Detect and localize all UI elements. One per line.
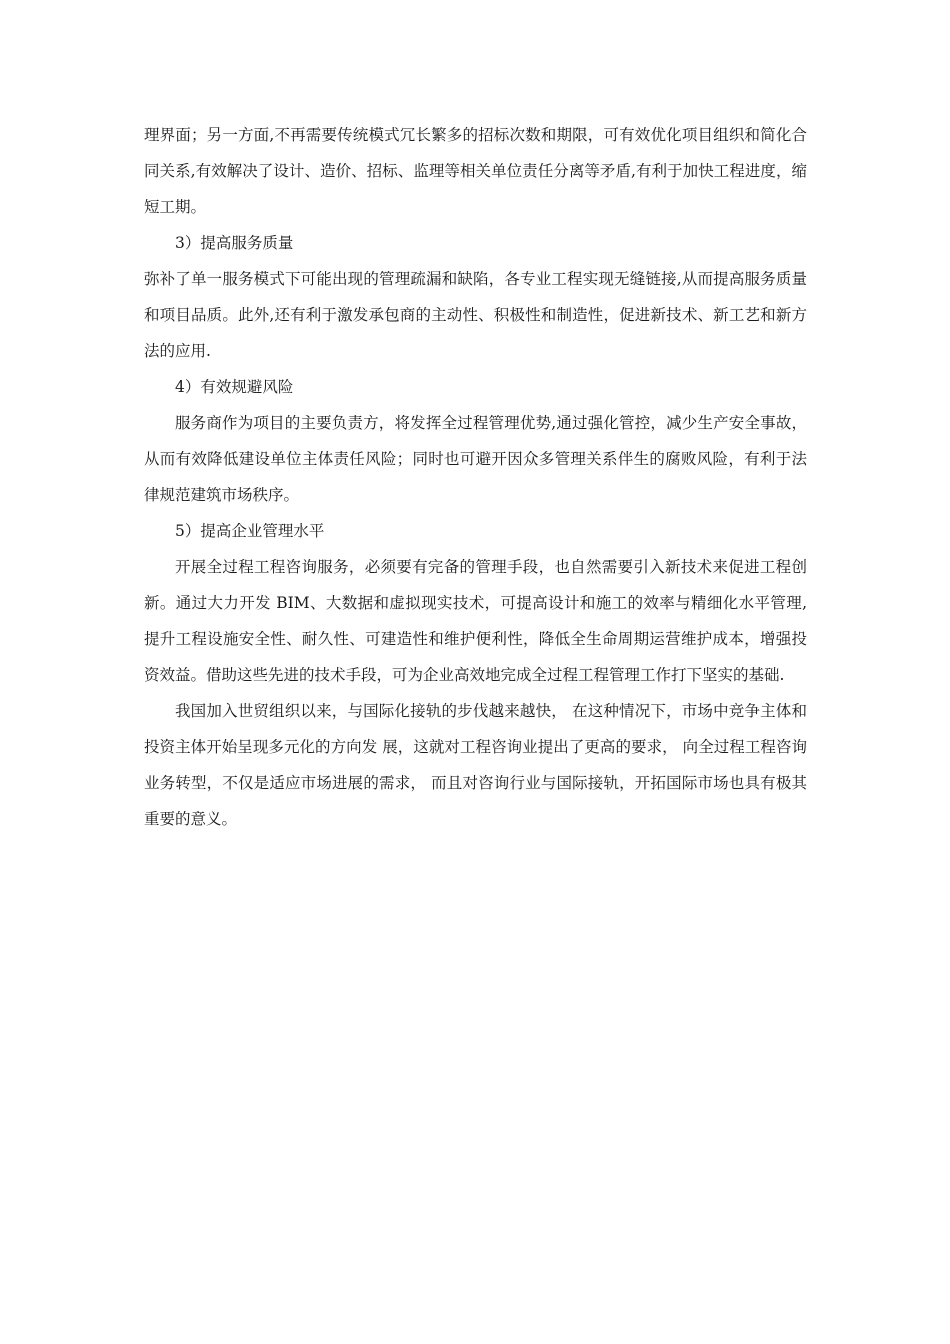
paragraph-service-quality: 弥补了单一服务模式下可能出现的管理疏漏和缺陷，各专业工程实现无缝链接,从而提高服务质量和项目品质。此外,还有利于激发承包商的主动性、积极性和制造性，促进新技术、新工艺和新方法的应用.	[144, 270, 807, 360]
section-heading-3: 3）提高服务质量	[175, 234, 294, 252]
document-body	[144, 117, 807, 837]
paragraph-conclusion: 我国加入世贸组织以来，与国际化接轨的步伐越来越快， 在这种情况下，市场中竞争主体和投资主体开始呈现多元化的方向发 展，这就对工程咨询业提出了更高的要求， 向全过程工程咨询业务转型，不仅是适应市场进展的需求， 而且对咨询行业与国际接轨，开拓国际市场也具有极其重要的意义。	[144, 702, 807, 828]
section-heading-5: 5）提高企业管理水平	[175, 522, 325, 540]
paragraph-continuation: 理界面；另一方面,不再需要传统模式冗长繁多的招标次数和期限，可有效优化项目组织和简化合同关系,有效解决了设计、造价、招标、监理等相关单位责任分离等矛盾,有利于加快工程进度，缩短工期。	[144, 126, 807, 216]
section-heading-4: 4）有效规避风险	[175, 378, 294, 396]
paragraph-risk: 服务商作为项目的主要负责方，将发挥全过程管理优势,通过强化管控，减少生产安全事故，从而有效降低建设单位主体责任风险；同时也可避开因众多管理关系伴生的腐败风险，有利于法律规范建筑市场秩序。	[144, 414, 807, 504]
paragraph-management-level: 开展全过程工程咨询服务，必须要有完备的管理手段，也自然需要引入新技术来促进工程创新。通过大力开发 BIM、大数据和虚拟现实技术，可提高设计和施工的效率与精细化水平管理,提升工程设施安全性、耐久性、可建造性和维护便利性，降低全生命周期运营维护成本，增强投资效益。借助这些先进的技术手段，可为企业高效地完成全过程工程管理工作打下坚实的基础.	[144, 558, 807, 684]
